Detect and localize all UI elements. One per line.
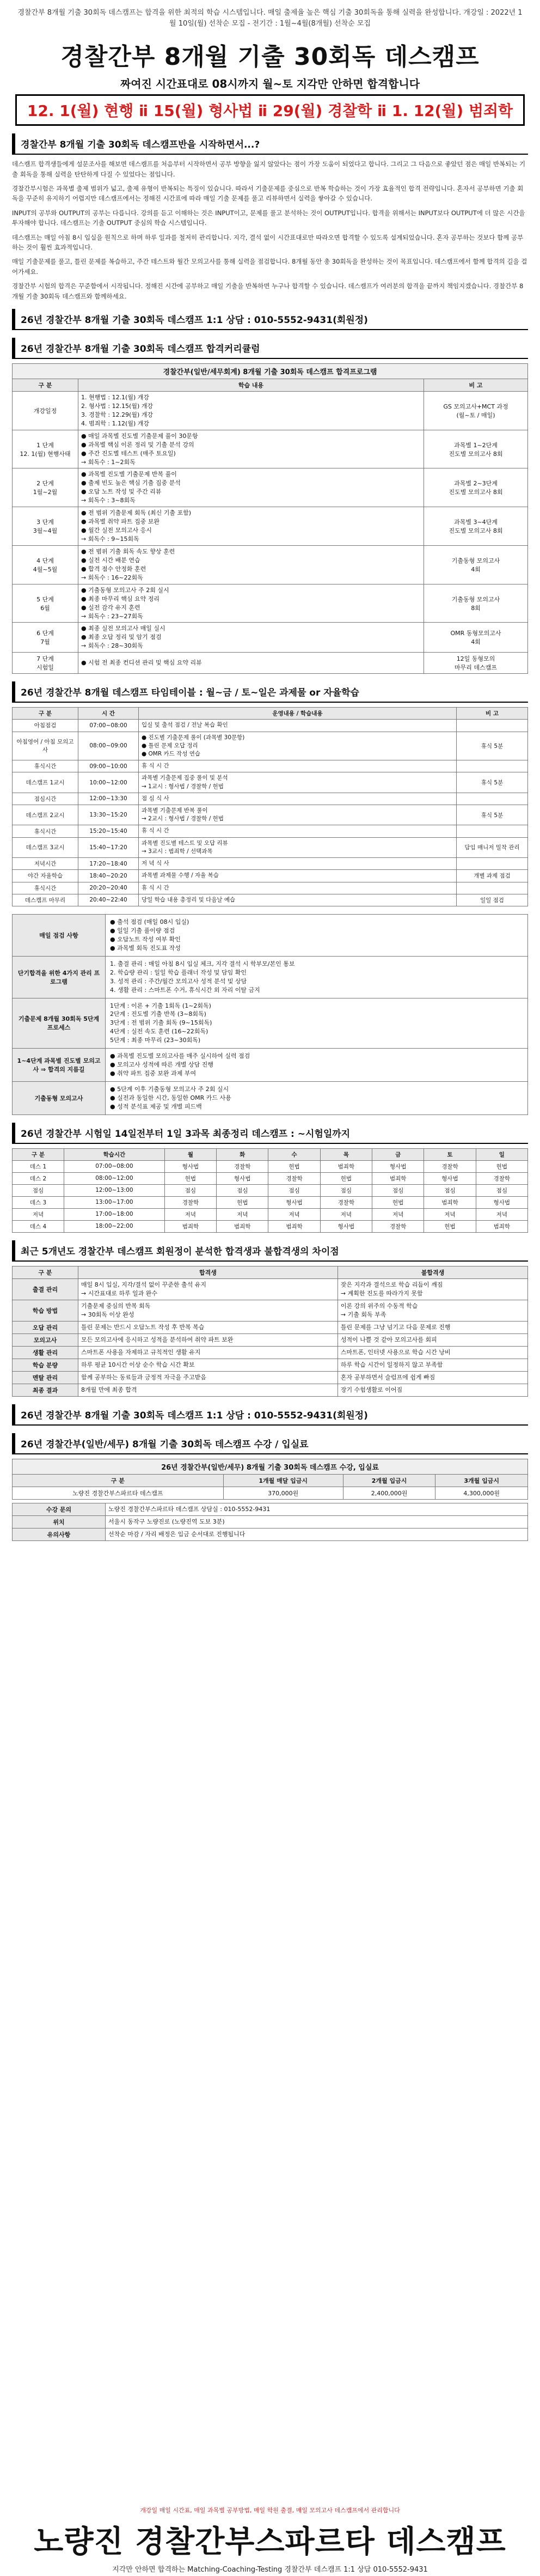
time-cell: 12:00~13:00	[64, 1184, 165, 1196]
subject-cell: 헌법	[164, 1172, 216, 1184]
row-header: 기출문제 8개월 30회독 5단계 프로세스	[13, 998, 106, 1049]
note-cell: 휴식 5분	[457, 805, 528, 825]
subject-cell: 범죄학	[268, 1220, 320, 1232]
footer-note: 개강일 매일 시간표, 매일 과목별 공부방법, 매일 학원 출결, 매일 모의고사 데스캠프에서 관리합니다	[140, 2507, 400, 2514]
column-header: 금	[372, 1148, 424, 1160]
table-row	[13, 1160, 528, 1172]
table-row	[13, 623, 528, 653]
table-row	[13, 1300, 528, 1321]
subject-cell: 점심	[320, 1184, 372, 1196]
table-row	[13, 793, 528, 805]
table-row	[13, 858, 528, 870]
table-row	[13, 391, 528, 430]
stage-cell: 6 단계 7월	[13, 623, 78, 653]
stage-cell: 개강일정	[13, 391, 78, 430]
table-row	[13, 468, 528, 507]
pricing-label: 노량진 경찰간부스파르타 데스캠프	[13, 1487, 224, 1499]
part-cell: 데스캠프 마무리	[13, 894, 78, 906]
note-cell: 담임 매니저 밀착 관리	[457, 837, 528, 857]
subject-cell: 범죄학	[476, 1220, 527, 1232]
section-title: 26년 경찰간부(일반/세무) 8개월 기출 30회독 데스캠프 수강 / 입실료	[12, 1433, 528, 1454]
curriculum-table	[12, 379, 528, 674]
time-cell: 10:00~12:00	[78, 772, 139, 793]
time-cell: 07:00~08:00	[64, 1160, 165, 1172]
time-cell: 07:00~08:00	[78, 720, 139, 732]
subject-cell: 형사법	[268, 1196, 320, 1208]
subject-cell: 형사법	[424, 1172, 476, 1184]
row-header: 단기합격을 위한 4가지 관리 프로그램	[13, 956, 106, 998]
table-row	[13, 1082, 528, 1115]
subject-cell: 헌법	[217, 1196, 268, 1208]
time-cell: 08:00~12:00	[64, 1172, 165, 1184]
row-header: 유의사항	[13, 1528, 106, 1540]
paragraph: 데스캠프는 매일 아침 8시 입실을 원칙으로 하며 하루 일과를 철저히 관리합니다. 지각, 결석 없이 시간표대로만 따라오면 합격할 수 있도록 설계되었습니다. 혼자 공부하는 것보다 함께 공부하는 것이 훨씬 효과적입니다.	[12, 233, 524, 252]
row-header: 학습 방법	[13, 1300, 78, 1321]
note-cell: 휴식 5분	[457, 772, 528, 793]
row-label: 데스 1	[13, 1160, 64, 1172]
subject-cell: 형사법	[164, 1160, 216, 1172]
hero-subtitle: 짜여진 시간표대로 08시까지 월~토 지각만 안하면 합격합니다	[120, 77, 420, 91]
section-management	[12, 914, 528, 1115]
column-header: 1개월 매달 입금시	[223, 1474, 343, 1487]
fail-cell: 스마트폰, 인터넷 사용으로 학습 시간 낭비	[338, 1346, 527, 1359]
table-row	[13, 1049, 528, 1082]
stage-cell: 3 단계 3월~4월	[13, 507, 78, 546]
table-row	[13, 825, 528, 837]
table-row	[13, 1515, 528, 1528]
subject-cell: 경찰학	[164, 1196, 216, 1208]
content-cell: ● 출석 점검 (매일 08시 입실) ● 일일 기출 풀이량 점검 ● 오답노트 작성 여부 확인 ● 과목별 회독 진도표 작성	[106, 915, 528, 957]
stage-cell: 1 단계 12. 1(월) 현행사태	[13, 430, 78, 468]
content-cell: 과목별 기출문제 집중 풀이 및 분석 → 1교시 : 형사법 / 경찰학 / 헌법	[139, 772, 457, 793]
note-cell: 휴식 5분	[457, 732, 528, 760]
pass-cell: 함께 공부하는 동료들과 긍정적 자극을 주고받음	[78, 1371, 338, 1384]
time-cell: 18:40~20:20	[78, 870, 139, 882]
row-label: 데스 4	[13, 1220, 64, 1232]
fail-cell: 이론 강의 위주의 수동적 학습 → 기출 회독 부족	[338, 1300, 527, 1321]
table-row	[13, 1503, 528, 1515]
content-cell: 저 녁 식 사	[139, 858, 457, 870]
table-row	[13, 1278, 528, 1300]
note-cell	[457, 882, 528, 894]
table-row	[13, 1172, 528, 1184]
subject-cell: 경찰학	[268, 1172, 320, 1184]
content-cell: 당일 학습 내용 총정리 및 다음날 예습	[139, 894, 457, 906]
pass-cell: 틀린 문제는 반드시 오답노트 작성 후 반복 복습	[78, 1321, 338, 1333]
row-header: 기출동형 모의고사	[13, 1082, 106, 1115]
note-cell	[457, 858, 528, 870]
note-cell	[457, 825, 528, 837]
subject-cell: 형사법	[320, 1220, 372, 1232]
info-table	[12, 1503, 528, 1541]
time-cell: 20:20~20:40	[78, 882, 139, 894]
note-cell	[457, 793, 528, 805]
note-cell: OMR 동형모의고사 4회	[424, 623, 528, 653]
table-row	[13, 1346, 528, 1359]
note-cell	[457, 760, 528, 772]
column-header: 일	[476, 1148, 527, 1160]
part-cell: 데스캠프 3교시	[13, 837, 78, 857]
column-header: 학습 내용	[78, 379, 424, 391]
table-title: 경찰간부(일반/세무회계) 8개월 기출 30회독 데스캠프 합격프로그램	[12, 363, 528, 379]
subject-cell: 형사법	[476, 1196, 527, 1208]
time-cell: 12:00~13:30	[78, 793, 139, 805]
content-cell: ● 기출동형 모의고사 주 2회 실시 ● 최종 마무리 핵심 요약 정리 ● 실전 감각 유지 훈련 → 회독수 : 23~27회독	[78, 584, 424, 623]
table-row	[13, 720, 528, 732]
content-cell: ● 매일 과목별 진도별 기출문제 풀이 30문항 ● 과목별 핵심 이론 정리 및 기출 분석 강의 ● 주간 진도별 테스트 (매주 토요일) → 회독수 : 1~2회독	[78, 430, 424, 468]
fail-cell: 하루 학습 시간이 일정하지 않고 부족함	[338, 1359, 527, 1371]
row-label: 점심	[13, 1184, 64, 1196]
stage-cell: 7 단계 시험일	[13, 653, 78, 674]
row-header: 오답 관리	[13, 1321, 78, 1333]
table-row	[13, 837, 528, 857]
table-row	[13, 882, 528, 894]
table-row	[13, 870, 528, 882]
row-header: 매일 점검 사항	[13, 915, 106, 957]
subject-cell: 형사법	[372, 1160, 424, 1172]
section-contact-2	[12, 1404, 528, 1426]
table-row	[13, 956, 528, 998]
note-cell: 12일 동형모의 마무리 데스캠프	[424, 653, 528, 674]
intro-text: 경찰간부 8개월 기출 30회독 데스캠프는 합격을 위한 최적의 학습 시스템입니다. 매일 출제율 높은 핵심 기출 30회독을 통해 실력을 완성합니다. 개강일 : 2022년 1월 10일(월) 선착순 모집 - 전기간 : 1월~4월(8개월) 선착순 모집	[17, 9, 523, 28]
pass-cell: 매일 8시 입실, 지각/결석 없이 꾸준한 출석 유지 → 시간표대로 하루 일과 완수	[78, 1278, 338, 1300]
column-header: 구 분	[13, 1474, 224, 1487]
section-comparison	[12, 1240, 528, 1397]
subject-cell: 경찰학	[372, 1220, 424, 1232]
part-cell: 휴식시간	[13, 882, 78, 894]
table-row	[13, 1220, 528, 1232]
part-cell: 야간 자율학습	[13, 870, 78, 882]
column-header: 비 고	[457, 708, 528, 720]
table-row	[13, 1196, 528, 1208]
row-header: 위치	[13, 1515, 106, 1528]
table-row	[13, 894, 528, 906]
subject-cell: 범죄학	[217, 1220, 268, 1232]
price-2month: 2,400,000원	[343, 1487, 435, 1499]
content-cell: 휴 식 시 간	[139, 825, 457, 837]
column-header: 불합격생	[338, 1266, 527, 1278]
pass-cell: 하루 평균 10시간 이상 순수 학습 시간 확보	[78, 1359, 338, 1371]
content-cell: 과목별 과제물 수행 / 자율 복습	[139, 870, 457, 882]
time-cell: 08:00~09:00	[78, 732, 139, 760]
section-pricing	[12, 1433, 528, 1541]
column-header: 월	[164, 1148, 216, 1160]
row-header: 출결 관리	[13, 1278, 78, 1300]
subject-cell: 헌법	[268, 1160, 320, 1172]
subject-cell: 점심	[217, 1184, 268, 1196]
part-cell: 아침영어 / 아침 모의고사	[13, 732, 78, 760]
content-cell: 휴 식 시 간	[139, 760, 457, 772]
final-review-table	[12, 1148, 528, 1233]
content-cell: 1단계 : 이론 + 기출 1회독 (1~2회독) 2단계 : 진도별 기출 반복 (3~8회독) 3단계 : 전 범위 기출 회독 (9~15회독) 4단계 : 실전 속도 훈련 (16~22회독) 5단계 : 최종 마무리 (23~30회독)	[106, 998, 528, 1049]
section-title: 26년 경찰간부 8개월 데스캠프 타임테이블 : 월~금 / 토~일은 과제물 or 자율학습	[12, 681, 528, 703]
part-cell: 휴식시간	[13, 760, 78, 772]
paragraph: 경찰간부 시험의 합격은 꾸준함에서 시작됩니다. 정해진 시간에 공부하고 매일 기출을 반복하면 누구나 합격할 수 있습니다. 데스캠프가 여러분의 합격을 끝까지 책임지겠습니다. 경찰간부 8개월 기출 30회독 데스캠프와 함께하세요.	[12, 282, 524, 300]
column-header: 비 고	[424, 379, 528, 391]
table-row	[13, 1184, 528, 1196]
section-final-review	[12, 1123, 528, 1233]
time-cell: 13:30~15:20	[78, 805, 139, 825]
subject-cell: 저녁	[424, 1208, 476, 1220]
row-header: 생활 관리	[13, 1346, 78, 1359]
subject-cell: 점심	[424, 1184, 476, 1196]
fail-cell: 잦은 지각과 결석으로 학습 리듬이 깨짐 → 계획한 진도를 따라가지 못함	[338, 1278, 527, 1300]
content-cell: ● 과목별 진도별 모의고사를 매주 실시하여 실력 점검 ● 모의고사 성적에 따른 개별 상담 진행 ● 취약 파트 집중 보완 과제 부여	[106, 1049, 528, 1082]
info-cell: 선착순 마감 / 자리 배정은 입금 순서대로 진행됩니다	[106, 1528, 528, 1540]
table-row	[13, 805, 528, 825]
note-cell: 과목별 2~3단계 진도별 모의고사 8회	[424, 468, 528, 507]
column-header: 시 간	[78, 708, 139, 720]
note-cell: GS 모의고사+MCT 과정 (월~토 / 매일)	[424, 391, 528, 430]
table-row	[13, 1371, 528, 1384]
subject-cell: 점심	[372, 1184, 424, 1196]
content-cell: ● 전 범위 기출 회독 속도 향상 훈련 ● 실전 시간 배분 연습 ● 합격 점수 안정화 훈련 → 회독수 : 16~22회독	[78, 545, 424, 584]
column-header: 수	[268, 1148, 320, 1160]
subject-cell: 저녁	[320, 1208, 372, 1220]
note-cell: 일일 점검	[457, 894, 528, 906]
content-cell: 점 심 식 사	[139, 793, 457, 805]
management-table	[12, 914, 528, 1115]
content-cell: ● 진도별 기출문제 풀이 (과목별 30문항) ● 틀린 문제 오답 정리 ● OMR 카드 작성 연습	[139, 732, 457, 760]
fail-cell: 성적이 나쁠 것 같아 모의고사를 회피	[338, 1333, 527, 1346]
date-bar: 12. 1(월) 현행 ⅱ 15(월) 형사법 ⅱ 29(월) 경찰학 ⅱ 1. 12(월) 범죄학	[15, 94, 525, 126]
footer-brand: 노량진 경찰간부스파르타 데스캠프	[34, 2524, 506, 2560]
content-cell: 1. 출결 관리 : 매일 아침 8시 입실 체크, 지각 결석 시 학부모/본인 통보 2. 학습량 관리 : 일일 학습 플래너 작성 및 담임 확인 3. 성적 관리 : 주간/월간 모의고사 성적 분석 및 상담 4. 생활 관리 : 스마트폰 수거, 휴식시간 외 자리 이탈 금지	[106, 956, 528, 998]
content-cell: ● 과목별 진도별 기출문제 반복 풀이 ● 출제 빈도 높은 핵심 기출 집중 분석 ● 오답 노트 작성 및 주간 리뷰 → 회독수 : 3~8회독	[78, 468, 424, 507]
content-cell: ● 시험 전 최종 컨디션 관리 및 핵심 요약 리뷰	[78, 653, 424, 674]
part-cell: 데스캠프 2교시	[13, 805, 78, 825]
note-cell: 기출동형 모의고사 8회	[424, 584, 528, 623]
section-intro	[12, 133, 528, 301]
pass-cell: 스마트폰 사용을 자제하고 규칙적인 생활 유지	[78, 1346, 338, 1359]
table-row	[13, 760, 528, 772]
time-cell: 09:00~10:00	[78, 760, 139, 772]
subject-cell: 경찰학	[320, 1196, 372, 1208]
note-cell	[457, 720, 528, 732]
table-row	[13, 915, 528, 957]
paragraph: INPUT의 공부와 OUTPUT의 공부는 다릅니다. 강의를 듣고 이해하는 것은 INPUT이고, 문제를 풀고 분석하는 것이 OUTPUT입니다. 합격을 위해서는 INPUT보다 OUTPUT에 더 많은 시간을 투자해야 합니다. 데스캠프는 기출 OUTPUT 중심의 학습 시스템입니다.	[12, 209, 525, 227]
column-header: 화	[217, 1148, 268, 1160]
stage-cell: 4 단계 4월~5월	[13, 545, 78, 584]
subject-cell: 헌법	[372, 1196, 424, 1208]
note-cell: 과목별 1~2단계 진도별 모의고사 8회	[424, 430, 528, 468]
subject-cell: 범죄학	[320, 1160, 372, 1172]
info-cell: 서울시 동작구 노량진로 (노량진역 도보 3분)	[106, 1515, 528, 1528]
table-row	[13, 507, 528, 546]
note-cell: 기출동형 모의고사 4회	[424, 545, 528, 584]
table-row	[13, 430, 528, 468]
content-cell: ● 5단계 이후 기출동형 모의고사 주 2회 실시 ● 실전과 동일한 시간, 동일한 OMR 카드 사용 ● 성적 분석표 제공 및 개별 피드백	[106, 1082, 528, 1115]
table-row	[13, 1321, 528, 1333]
column-header: 구 분	[13, 1266, 78, 1278]
section-title: 경찰간부 8개월 기출 30회독 데스캠프반을 시작하면서...?	[12, 133, 528, 155]
row-header: 최종 결과	[13, 1384, 78, 1396]
column-header: 합격생	[78, 1266, 338, 1278]
subject-cell: 범죄학	[424, 1196, 476, 1208]
part-cell: 저녁시간	[13, 858, 78, 870]
section-contact	[12, 309, 528, 330]
subject-cell: 경찰학	[217, 1160, 268, 1172]
stage-cell: 5 단계 6월	[13, 584, 78, 623]
table-row	[13, 1359, 528, 1371]
table-row	[13, 1333, 528, 1346]
subject-cell: 경찰학	[424, 1160, 476, 1172]
time-cell: 13:00~17:00	[64, 1196, 165, 1208]
column-header: 3개월 입금시	[435, 1474, 528, 1487]
section-title: 26년 경찰간부 시험일 14일전부터 1일 3과목 최종정리 데스캠프 : ~시험일까지	[12, 1123, 528, 1144]
table-row	[13, 584, 528, 623]
subject-cell: 범죄학	[164, 1220, 216, 1232]
stage-cell: 2 단계 1월~2월	[13, 468, 78, 507]
section-title: 26년 경찰간부 8개월 기출 30회독 데스캠프 1:1 상담 : 010-5552-9431(회원정)	[12, 1404, 528, 1426]
row-header: 수강 문의	[13, 1503, 106, 1515]
subject-cell: 경찰학	[476, 1172, 527, 1184]
hero-title: 경찰간부 8개월 기출 30회독 데스캠프	[60, 43, 480, 71]
section-title: 최근 5개년도 경찰간부 데스캠프 회원정이 분석한 합격생과 불합격생의 차이점	[12, 1240, 528, 1262]
row-header: 1~4단계 과목별 진도별 모의고사 ⇒ 합격의 지름길	[13, 1049, 106, 1082]
table-title: 26년 경찰간부(일반/세무) 8개월 기출 30회독 데스캠프 수강, 입실료	[12, 1459, 528, 1474]
note-cell: 개별 과제 점검	[457, 870, 528, 882]
row-header: 모의고사	[13, 1333, 78, 1346]
subject-cell: 저녁	[217, 1208, 268, 1220]
time-cell: 20:40~22:40	[78, 894, 139, 906]
time-cell: 17:20~18:40	[78, 858, 139, 870]
table-row	[13, 545, 528, 584]
table-row	[13, 1384, 528, 1396]
time-cell: 15:40~17:20	[78, 837, 139, 857]
subject-cell: 헌법	[320, 1172, 372, 1184]
time-cell: 18:00~22:00	[64, 1220, 165, 1232]
subject-cell: 저녁	[476, 1208, 527, 1220]
column-header: 목	[320, 1148, 372, 1160]
timetable-table	[12, 707, 528, 906]
column-header: 구 분	[13, 708, 78, 720]
note-cell: 과목별 3~4단계 진도별 모의고사 8회	[424, 507, 528, 546]
section-title: 26년 경찰간부 8개월 기출 30회독 데스캠프 합격커리큘럼	[12, 338, 528, 359]
pass-cell: 기출문제 중심의 반복 회독 → 30회독 이상 완성	[78, 1300, 338, 1321]
table-row	[13, 1208, 528, 1220]
subject-cell: 범죄학	[372, 1172, 424, 1184]
fail-cell: 틀린 문제를 그냥 넘기고 다음 문제로 진행	[338, 1321, 527, 1333]
table-row	[13, 998, 528, 1049]
time-cell: 15:20~15:40	[78, 825, 139, 837]
section-timetable	[12, 681, 528, 906]
paragraph: 경찰간부시험은 과목별 출제 범위가 넓고, 출제 유형이 반복되는 특징이 있습니다. 따라서 기출문제를 중심으로 반복 학습하는 것이 가장 효율적인 합격 전략입니다. 혼자서 공부하면 기출 회독을 꾸준히 유지하기 어렵지만 데스캠프에서는 정해진 시간표에 따라 매일 기출 문제를 풀고 리뷰하면서 실력을 쌓아갈 수 있습니다.	[12, 185, 524, 203]
column-header: 토	[424, 1148, 476, 1160]
row-header: 학습 분량	[13, 1359, 78, 1371]
row-label: 데스 3	[13, 1196, 64, 1208]
comparison-table	[12, 1266, 528, 1397]
part-cell: 데스캠프 1교시	[13, 772, 78, 793]
row-label: 저녁	[13, 1208, 64, 1220]
table-row	[13, 772, 528, 793]
content-cell: 입실 및 출석 점검 / 전날 복습 확인	[139, 720, 457, 732]
paragraph: 매일 기출문제를 풀고, 틀린 문제를 복습하고, 주간 테스트와 월간 모의고사를 통해 실력을 점검합니다. 8개월 동안 총 30회독을 완성하는 것이 목표입니다. 데스캠프에서 함께 합격의 길을 걸어가세요.	[12, 258, 527, 276]
pass-cell: 8개월 만에 최종 합격	[78, 1384, 338, 1396]
content-cell: 과목별 진도별 테스트 및 오답 리뷰 → 3교시 : 범죄학 / 선택과목	[139, 837, 457, 857]
content-cell: 휴 식 시 간	[139, 882, 457, 894]
content-cell: 1. 현행법 : 12.1(월) 개강 2. 형사법 : 12.15(월) 개강 3. 경찰학 : 12.29(월) 개강 4. 범죄학 : 1.12(월) 개강	[78, 391, 424, 430]
row-header: 멘탈 관리	[13, 1371, 78, 1384]
footer-contact: 지각만 안하면 합격하는 Matching-Coaching-Testing 경찰간부 데스캠프 1:1 상담 010-5552-9431	[112, 2566, 428, 2574]
section-title: 26년 경찰간부 8개월 기출 30회독 데스캠프 1:1 상담 : 010-5552-9431(회원정)	[12, 309, 528, 330]
table-row	[13, 1528, 528, 1540]
subject-cell: 저녁	[268, 1208, 320, 1220]
subject-cell: 헌법	[476, 1160, 527, 1172]
content-cell: ● 전 범위 기출문제 회독 (최신 기출 포함) ● 과목별 취약 파트 집중 보완 ● 월간 실전 모의고사 응시 → 회독수 : 9~15회독	[78, 507, 424, 546]
subject-cell: 형사법	[217, 1172, 268, 1184]
row-label: 데스 2	[13, 1172, 64, 1184]
subject-cell: 저녁	[372, 1208, 424, 1220]
fail-cell: 장기 수험생활로 이어짐	[338, 1384, 527, 1396]
column-header: 학습시간	[64, 1148, 165, 1160]
content-cell: 과목별 기출문제 반복 풀이 → 2교시 : 형사법 / 경찰학 / 헌법	[139, 805, 457, 825]
section-body	[12, 159, 528, 301]
section-curriculum	[12, 338, 528, 674]
fail-cell: 혼자 공부하면서 슬럼프에 쉽게 빠짐	[338, 1371, 527, 1384]
column-header: 2개월 입금시	[343, 1474, 435, 1487]
pricing-table	[12, 1474, 528, 1500]
subject-cell: 점심	[164, 1184, 216, 1196]
part-cell: 점심시간	[13, 793, 78, 805]
price-3month: 4,300,000원	[435, 1487, 528, 1499]
subject-cell: 헌법	[424, 1220, 476, 1232]
column-header: 구 분	[13, 379, 78, 391]
subject-cell: 점심	[268, 1184, 320, 1196]
time-cell: 17:00~18:00	[64, 1208, 165, 1220]
part-cell: 휴식시간	[13, 825, 78, 837]
subject-cell: 저녁	[164, 1208, 216, 1220]
info-cell: 노량진 경찰간부스파르타 데스캠프 상담실 : 010-5552-9431	[106, 1503, 528, 1515]
content-cell: ● 최종 실전 모의고사 매일 실시 ● 최종 오답 정리 및 암기 점검 → 회독수 : 28~30회독	[78, 623, 424, 653]
pass-cell: 모든 모의고사에 응시하고 성적을 분석하여 취약 파트 보완	[78, 1333, 338, 1346]
part-cell: 아침점검	[13, 720, 78, 732]
table-row	[13, 653, 528, 674]
column-header: 구 분	[13, 1148, 64, 1160]
price-1month: 370,000원	[223, 1487, 343, 1499]
paragraph: 데스캠프 합격생들에게 설문조사를 해보면 데스캠프를 처음부터 시작하면서 공부 방향을 잃지 않았다는 점이 가장 도움이 되었다고 합니다. 그리고 그 다음으로 좋았던 점은 매일 반복되는 기출 회독을 통해 실력을 탄탄하게 다질 수 있었다는 점입니다.	[12, 160, 526, 178]
footer	[0, 2506, 540, 2574]
table-row	[13, 732, 528, 760]
column-header: 운영내용 / 학습내용	[139, 708, 457, 720]
subject-cell: 점심	[476, 1184, 527, 1196]
